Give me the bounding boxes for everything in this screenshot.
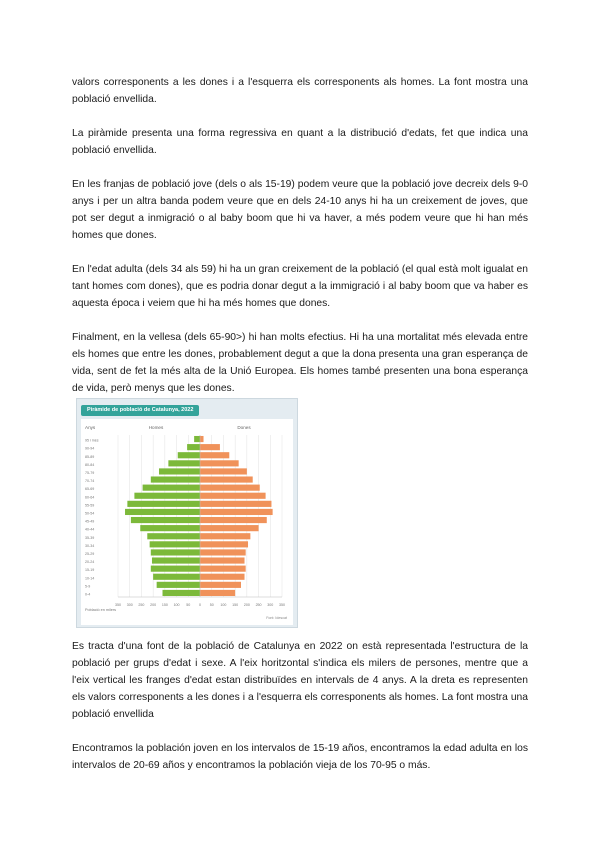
age-tick-label: 90-94 xyxy=(85,446,95,451)
age-tick-label: 85-89 xyxy=(85,454,95,459)
x-tick-label: 200 xyxy=(150,603,157,607)
paragraph-5: Finalment, en la vellesa (dels 65-90>) hi han molts efectius. Hi ha una mortalitat més elevada entre els homes que entre les dones, probablement degut a que la dona presenta una gran esperança de vida, sent de fet la més alta de la Unió Europea. Els homes també presenten una bona esperança de vida, però menys que les dones. xyxy=(72,332,528,394)
age-tick-label: 45-49 xyxy=(85,519,95,524)
figure-title: Piràmide de població de Catalunya, 2022 xyxy=(81,405,199,416)
x-tick-label: 250 xyxy=(138,603,145,607)
population-pyramid-figure xyxy=(76,398,298,628)
bar-women xyxy=(200,436,204,442)
document-top xyxy=(72,74,528,414)
age-tick-label: 60-64 xyxy=(85,495,95,500)
paragraph-7: Encontramos la población joven en los intervalos de 15-19 años, encontramos la edad adulta en los intervalos de 20-69 años y encontramos la población vieja de los 70-95 o más. xyxy=(72,743,528,771)
document-bottom xyxy=(72,638,528,791)
x-tick-label: 350 xyxy=(115,603,121,607)
figure-plot-area xyxy=(81,419,293,625)
bar-women xyxy=(200,509,273,515)
age-tick-label: 55-59 xyxy=(85,503,95,508)
x-tick-label: 0 xyxy=(199,603,201,607)
bar-men xyxy=(157,582,200,588)
y-axis-title: Anys xyxy=(85,425,96,430)
age-tick-label: 65-69 xyxy=(85,487,95,492)
bar-women xyxy=(200,549,246,555)
x-tick-label: 100 xyxy=(173,603,180,607)
bar-women xyxy=(200,476,253,482)
age-tick-label: 40-44 xyxy=(85,527,95,532)
bar-men xyxy=(151,566,200,572)
bar-women xyxy=(200,525,259,531)
age-tick-label: 75-79 xyxy=(85,471,95,476)
x-tick-label: 300 xyxy=(267,603,274,607)
bar-women xyxy=(200,582,241,588)
x-tick-label: 50 xyxy=(209,603,214,607)
x-tick-label: 50 xyxy=(186,603,191,607)
bar-men xyxy=(147,533,200,539)
figure-source: Font: Idescat xyxy=(266,616,287,620)
age-tick-label: 5-9 xyxy=(85,584,91,589)
bar-women xyxy=(200,541,248,547)
bar-men xyxy=(143,485,200,491)
x-tick-label: 350 xyxy=(279,603,285,607)
x-tick-label: 100 xyxy=(220,603,227,607)
x-tick-label: 300 xyxy=(126,603,133,607)
age-tick-label: 95 i més xyxy=(85,438,99,443)
paragraph-6: Es tracta d'una font de la població de Catalunya en 2022 on està representada l'estructura de la població per grups d'edat i sexe. A l'eix horitzontal s'indica els milers de persones, mentre que a l'eix vertical les franges d'edat estan distribuïdes en intervals de 4 anys. A la dreta es representen els valors corresponents a les dones i a l'esquerra els corresponents als homes. La font mostra una població envellida xyxy=(72,641,528,720)
bar-men xyxy=(163,590,200,596)
bar-men xyxy=(168,460,200,466)
bar-women xyxy=(200,460,239,466)
age-tick-label: 50-54 xyxy=(85,511,95,516)
age-tick-label: 35-39 xyxy=(85,535,95,540)
bar-women xyxy=(200,493,266,499)
bar-men xyxy=(127,501,200,507)
bar-women xyxy=(200,590,235,596)
bar-women xyxy=(200,485,260,491)
x-tick-label: 200 xyxy=(243,603,250,607)
legend-men: Homes xyxy=(148,425,164,430)
population-pyramid-chart xyxy=(81,419,293,625)
age-tick-label: 25-29 xyxy=(85,552,95,557)
bar-men xyxy=(153,574,200,580)
bar-men xyxy=(151,476,200,482)
bar-men xyxy=(131,517,200,523)
bar-women xyxy=(200,574,245,580)
age-tick-label: 70-74 xyxy=(85,479,95,484)
bar-women xyxy=(200,501,271,507)
x-tick-label: 150 xyxy=(161,603,168,607)
age-tick-label: 0-4 xyxy=(85,592,91,597)
legend-women: Dones xyxy=(237,425,251,430)
bar-men xyxy=(150,541,200,547)
age-tick-label: 15-19 xyxy=(85,568,95,573)
age-tick-label: 10-14 xyxy=(85,576,95,581)
paragraph-4: En l'edat adulta (dels 34 als 59) hi ha un gran creixement de la població (el qual està molt igualat en tant homes com dones), que es podria donar degut a la immigració i al baby boom que va haber es aquesta época i veiem que hi ha més homes que dones. xyxy=(72,264,528,309)
age-tick-label: 80-84 xyxy=(85,462,95,467)
bar-men xyxy=(134,493,200,499)
bar-men xyxy=(159,468,200,474)
bar-men xyxy=(152,557,200,563)
bar-women xyxy=(200,557,245,563)
paragraph-2: La piràmide presenta una forma regressiva en quant a la distribució d'edats, fet que indica una població envellida. xyxy=(72,128,528,156)
x-axis-title: Població en milers xyxy=(85,608,117,612)
bar-men xyxy=(140,525,200,531)
bar-men xyxy=(125,509,200,515)
age-tick-label: 20-24 xyxy=(85,560,95,565)
bar-men xyxy=(194,436,200,442)
bar-women xyxy=(200,533,250,539)
x-tick-label: 250 xyxy=(255,603,262,607)
bar-women xyxy=(200,517,267,523)
paragraph-1: valors corresponents a les dones i a l'esquerra els corresponents als homes. La font mostra una població envellida. xyxy=(72,77,528,105)
bar-men xyxy=(178,452,200,458)
bar-men xyxy=(151,549,200,555)
age-tick-label: 30-34 xyxy=(85,543,95,548)
paragraph-3: En les franjas de població jove (dels o als 15-19) podem veure que la població jove decreix dels 9-0 anys i per un altra banda podem veure que en dels 24-10 anys hi ha un creixement de joves, que pot ser degut a inmigració o al baby boom que hi va haver, a més podem veure que hi han més homes que dones. xyxy=(72,179,528,241)
x-tick-label: 150 xyxy=(232,603,239,607)
bar-women xyxy=(200,452,229,458)
bar-women xyxy=(200,566,246,572)
bar-women xyxy=(200,468,247,474)
bar-men xyxy=(187,444,200,450)
bar-women xyxy=(200,444,220,450)
